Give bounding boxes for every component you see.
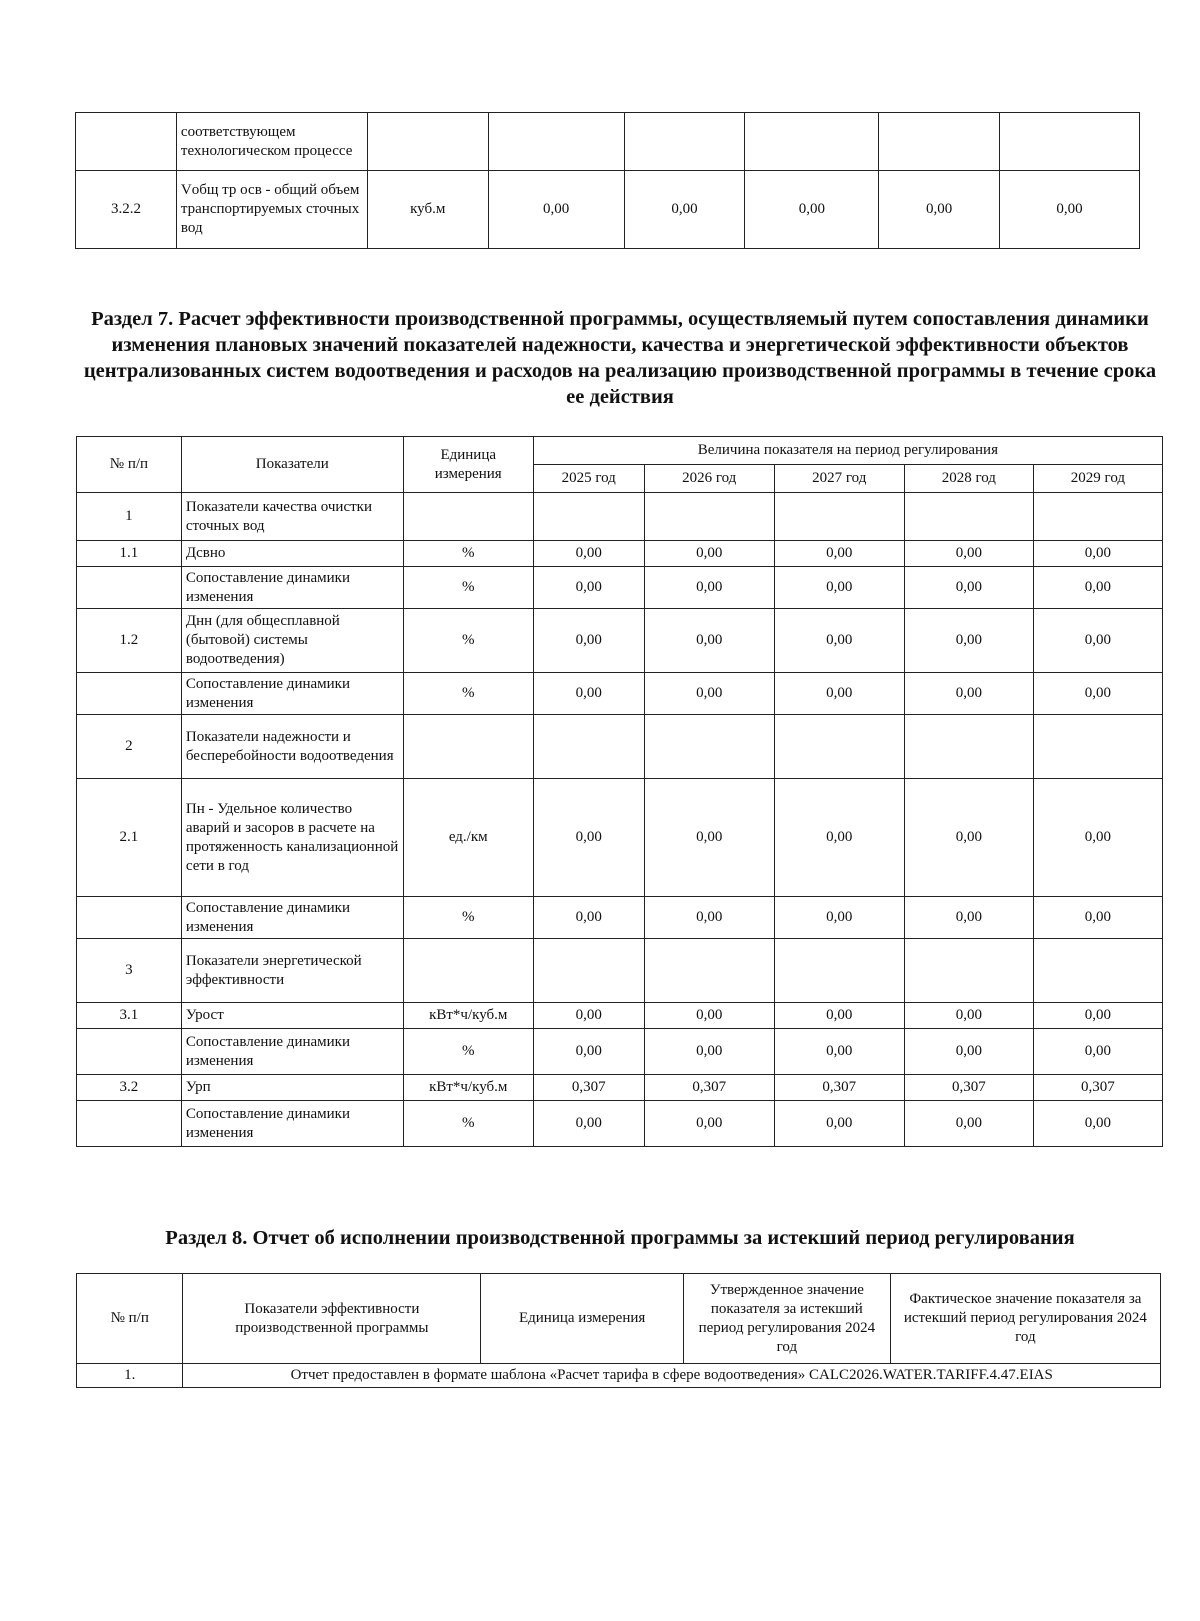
value-cell — [533, 715, 644, 779]
value-cell: 0,307 — [644, 1075, 774, 1101]
unit-cell: % — [403, 897, 533, 939]
continuation-table — [75, 112, 1140, 249]
table-row — [77, 541, 1163, 567]
value-cell: 0,00 — [904, 779, 1033, 897]
value-cell: 0,00 — [1033, 567, 1162, 609]
value-cell: 0,307 — [533, 1075, 644, 1101]
value-cell: 0,00 — [774, 779, 904, 897]
row-number: 3.2 — [77, 1075, 182, 1101]
row-number: 1.1 — [77, 541, 182, 567]
value-cell: 0,00 — [644, 1003, 774, 1029]
table-row — [77, 939, 1163, 1003]
row-number: 1 — [77, 493, 182, 541]
value-cell — [774, 715, 904, 779]
indicator-name: Урост — [181, 1003, 403, 1029]
indicator-name: Сопоставление динамики изменения — [181, 567, 403, 609]
value-cell — [904, 939, 1033, 1003]
value-cell: 0,00 — [1033, 673, 1162, 715]
indicator-name: Сопоставление динамики изменения — [181, 1101, 403, 1147]
unit-cell: % — [403, 673, 533, 715]
value-cell: 0,00 — [774, 567, 904, 609]
header-unit: Единица измерения — [481, 1274, 684, 1364]
indicator-name: Сопоставление динамики изменения — [181, 1029, 403, 1075]
value-cell — [1033, 715, 1162, 779]
unit-cell — [403, 939, 533, 1003]
value-cell — [774, 939, 904, 1003]
value-cell: 0,00 — [644, 1029, 774, 1075]
header-approved-value: Утвержденное значение показателя за истекший период регулирования 2024 год — [683, 1274, 890, 1364]
header-num: № п/п — [77, 437, 182, 493]
value-cell: 0,00 — [533, 1101, 644, 1147]
row-number: 3.1 — [77, 1003, 182, 1029]
value-cell: 0,00 — [533, 897, 644, 939]
value-cell: 0,00 — [904, 1029, 1033, 1075]
indicator-name: Показатели надежности и бесперебойности водоотведения — [181, 715, 403, 779]
value-cell: 0,00 — [904, 609, 1033, 673]
value-cell: 0,00 — [774, 1101, 904, 1147]
value-cell: 0,00 — [904, 1003, 1033, 1029]
value-cell — [644, 715, 774, 779]
value-cell: 0,00 — [904, 567, 1033, 609]
value-cell: 0,00 — [1033, 779, 1162, 897]
row-number: 2.1 — [77, 779, 182, 897]
value-cell: 0,00 — [904, 541, 1033, 567]
value-cell: 0,00 — [904, 673, 1033, 715]
table-header-row — [77, 1274, 1161, 1364]
header-unit: Единица измерения — [403, 437, 533, 493]
value-cell: 0,00 — [745, 171, 879, 249]
unit-cell: % — [403, 567, 533, 609]
value-cell: 0,307 — [774, 1075, 904, 1101]
row-number: 3 — [77, 939, 182, 1003]
row-number: 1. — [77, 1364, 183, 1388]
unit-cell: кВт*ч/куб.м — [403, 1075, 533, 1101]
table-header-row — [77, 437, 1163, 465]
value-cell: 0,00 — [904, 1101, 1033, 1147]
unit-cell: % — [403, 541, 533, 567]
value-cell: 0,00 — [774, 1029, 904, 1075]
section-8-table — [76, 1273, 1161, 1388]
value-cell — [774, 493, 904, 541]
value-cell: 0,00 — [1033, 1003, 1162, 1029]
value-cell: 0,00 — [774, 897, 904, 939]
table-row — [77, 1003, 1163, 1029]
value-cell: 0,00 — [1033, 609, 1162, 673]
unit-cell: ед./км — [403, 779, 533, 897]
header-indicators: Показатели — [181, 437, 403, 493]
value-cell — [879, 113, 1000, 171]
unit-cell — [403, 493, 533, 541]
section-7-title: Раздел 7. Расчет эффективности производственной программы, осуществляемый путем сопоставления динамики изменения плановых значений показателей надежности, качества и энергетической эффективности объектов централизованных систем водоотведения и расходов на реализацию производственной программы в течение срока ее действия — [83, 308, 1157, 408]
section-7-table — [76, 436, 1163, 1147]
value-cell: 0,00 — [624, 171, 745, 249]
indicator-name: Сопоставление динамики изменения — [181, 897, 403, 939]
report-note: Отчет предоставлен в формате шаблона «Расчет тарифа в сфере водоотведения» CALC2026.WATER.TARIFF.4.47.EIAS — [183, 1364, 1161, 1388]
value-cell: 0,00 — [774, 673, 904, 715]
table-row — [77, 609, 1163, 673]
value-cell: 0,00 — [533, 567, 644, 609]
value-cell: 0,00 — [644, 779, 774, 897]
value-cell: 0,00 — [533, 779, 644, 897]
value-cell: 0,00 — [488, 171, 624, 249]
table-row — [77, 779, 1163, 897]
table-row — [77, 1101, 1163, 1147]
value-cell: 0,00 — [879, 171, 1000, 249]
table-row — [77, 567, 1163, 609]
value-cell: 0,00 — [644, 609, 774, 673]
indicator-name: Сопоставление динамики изменения — [181, 673, 403, 715]
row-number — [77, 673, 182, 715]
table-row — [77, 493, 1163, 541]
value-cell: 0,00 — [533, 673, 644, 715]
value-cell — [644, 939, 774, 1003]
value-cell — [533, 939, 644, 1003]
value-cell: 0,00 — [904, 897, 1033, 939]
value-cell: 0,00 — [1000, 171, 1140, 249]
table-row — [77, 1364, 1161, 1388]
value-cell: 0,00 — [644, 541, 774, 567]
value-cell: 0,00 — [1033, 1101, 1162, 1147]
unit-cell: % — [403, 1101, 533, 1147]
unit-cell — [403, 715, 533, 779]
unit-cell: куб.м — [367, 171, 488, 249]
value-cell: 0,00 — [644, 567, 774, 609]
value-cell: 0,00 — [533, 541, 644, 567]
value-cell — [533, 493, 644, 541]
header-year: 2027 год — [774, 465, 904, 493]
value-cell — [1033, 939, 1162, 1003]
value-cell: 0,307 — [1033, 1075, 1162, 1101]
indicator-name: Показатели энергетической эффективности — [181, 939, 403, 1003]
value-cell — [1033, 493, 1162, 541]
row-number: 3.2.2 — [76, 171, 177, 249]
unit-cell: кВт*ч/куб.м — [403, 1003, 533, 1029]
row-number: 1.2 — [77, 609, 182, 673]
header-year: 2026 год — [644, 465, 774, 493]
header-indicators: Показатели эффективности производственной программы — [183, 1274, 481, 1364]
unit-cell — [367, 113, 488, 171]
indicator-name: Дсвно — [181, 541, 403, 567]
value-cell: 0,00 — [533, 609, 644, 673]
indicator-name: соответствующем технологическом процессе — [176, 113, 367, 171]
table-row — [77, 897, 1163, 939]
value-cell: 0,00 — [1033, 897, 1162, 939]
row-number — [77, 897, 182, 939]
table-row — [76, 113, 1140, 171]
value-cell: 0,00 — [1033, 1029, 1162, 1075]
indicator-name: Урп — [181, 1075, 403, 1101]
indicator-name: Показатели качества очистки сточных вод — [181, 493, 403, 541]
table-row — [77, 673, 1163, 715]
table-row — [77, 1029, 1163, 1075]
header-year: 2025 год — [533, 465, 644, 493]
row-number — [76, 113, 177, 171]
value-cell — [624, 113, 745, 171]
value-cell: 0,00 — [644, 673, 774, 715]
value-cell: 0,00 — [644, 1101, 774, 1147]
row-number — [77, 567, 182, 609]
header-period: Величина показателя на период регулирования — [533, 437, 1162, 465]
value-cell: 0,00 — [533, 1029, 644, 1075]
unit-cell: % — [403, 1029, 533, 1075]
value-cell — [904, 493, 1033, 541]
indicator-name: Vобщ тр осв - общий объем транспортируемых сточных вод — [176, 171, 367, 249]
unit-cell: % — [403, 609, 533, 673]
header-actual-value: Фактическое значение показателя за истекший период регулирования 2024 год — [890, 1274, 1160, 1364]
row-number — [77, 1101, 182, 1147]
value-cell — [644, 493, 774, 541]
row-number — [77, 1029, 182, 1075]
indicator-name: Пн - Удельное количество аварий и засоров в расчете на протяженность канализационной сети в год — [181, 779, 403, 897]
indicator-name: Днн (для общесплавной (бытовой) системы водоотведения) — [181, 609, 403, 673]
row-number: 2 — [77, 715, 182, 779]
table-row — [77, 1075, 1163, 1101]
header-num: № п/п — [77, 1274, 183, 1364]
header-year: 2029 год — [1033, 465, 1162, 493]
value-cell: 0,00 — [533, 1003, 644, 1029]
value-cell: 0,00 — [774, 1003, 904, 1029]
value-cell — [745, 113, 879, 171]
value-cell: 0,307 — [904, 1075, 1033, 1101]
value-cell: 0,00 — [774, 541, 904, 567]
value-cell — [904, 715, 1033, 779]
section-8-title: Раздел 8. Отчет об исполнении производственной программы за истекший период регулирования — [165, 1227, 1075, 1249]
table-row — [76, 171, 1140, 249]
table-row — [77, 715, 1163, 779]
header-year: 2028 год — [904, 465, 1033, 493]
value-cell: 0,00 — [1033, 541, 1162, 567]
value-cell: 0,00 — [644, 897, 774, 939]
value-cell: 0,00 — [774, 609, 904, 673]
value-cell — [1000, 113, 1140, 171]
value-cell — [488, 113, 624, 171]
